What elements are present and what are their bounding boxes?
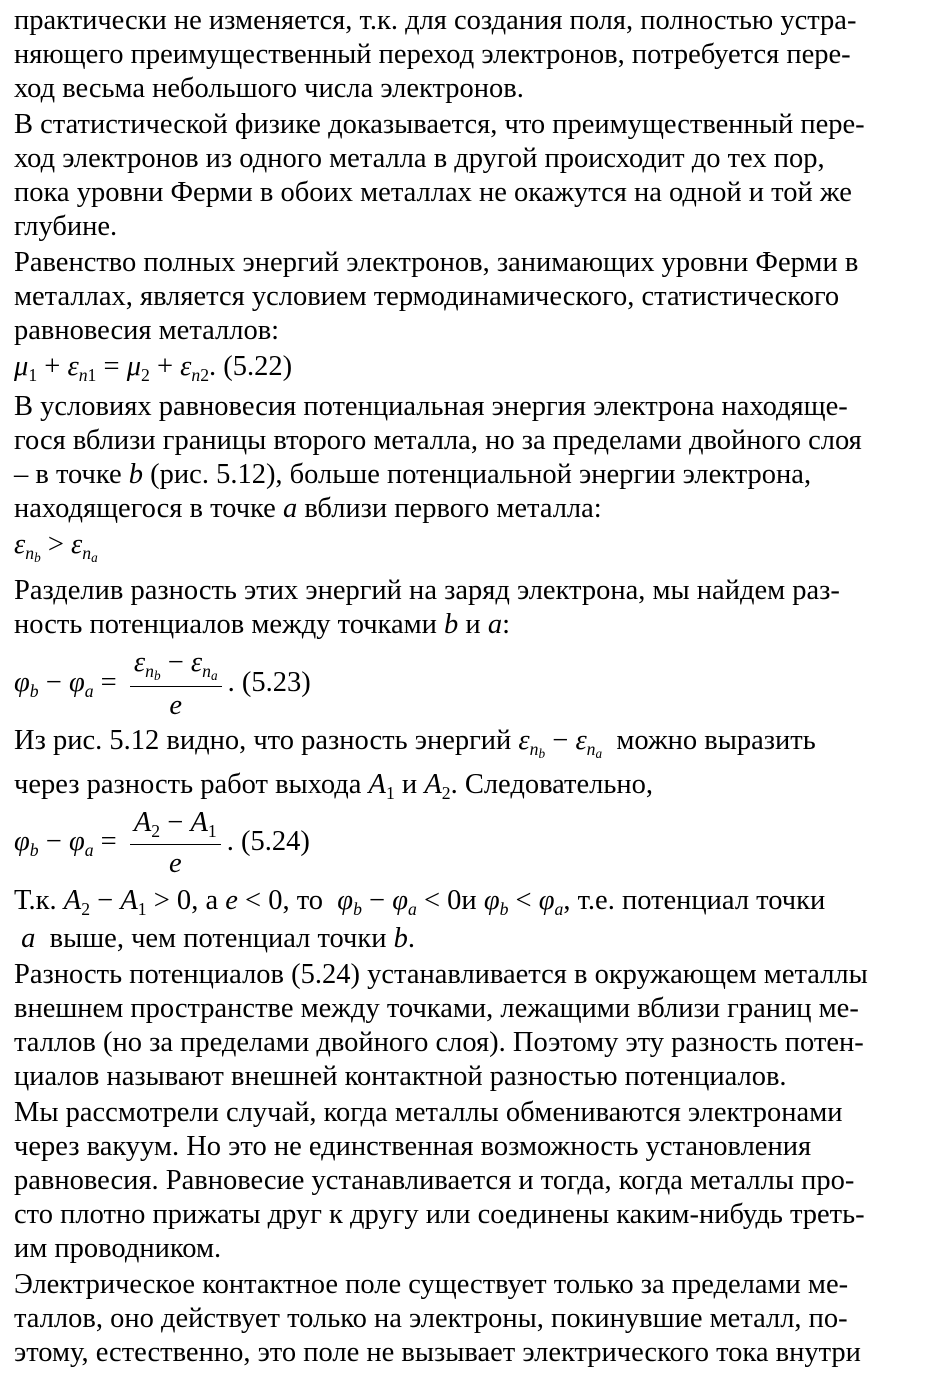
text-line: находящегося в точке a вблизи первого металла: — [14, 493, 602, 524]
text-line: Разделив разность этих энергий на заряд электрона, мы найдем раз- — [14, 575, 840, 606]
text-line: ность потенциалов между точками b и a: — [14, 609, 510, 640]
equation-5-23: $\varphi_b - \varphi_a$ = $\frac{\varepsilon_{nb} - \varepsilon_{na}}{e}$ . (5.23) — [14, 647, 311, 721]
text-line: глубине. — [14, 211, 118, 242]
text-line: таллов (но за пределами двойного слоя). Поэтому эту разность потен- — [14, 1027, 864, 1058]
text-line: ход весьма небольшого числа электронов. — [14, 73, 524, 104]
text-line: Т.к. $A_2 - A_1 > 0$, а e < 0, то $\varphi_b - \varphi_a < 0и$ $\varphi_b < \varphi_a$, т.е. потенциал точки — [14, 885, 826, 920]
text-line: В статистической физике доказывается, что преимущественный пере- — [14, 109, 865, 140]
text-line: практически не изменяется, т.к. для создания поля, полностью устра- — [14, 5, 857, 36]
text-line: через вакуум. Но это не единственная возможность установления — [14, 1131, 812, 1162]
text-line: Мы рассмотрели случай, когда металлы обмениваются электронами — [14, 1097, 843, 1128]
text-line: циалов называют внешней контактной разностью потенциалов. — [14, 1061, 787, 1092]
text-line: ход электронов из одного металла в другой происходит до тех пор, — [14, 143, 825, 174]
equation-5-24: $\varphi_b - \varphi_a$ = $\frac{A_2 - A_1}{e}$ . (5.24) — [14, 807, 310, 879]
text-line: гося вблизи границы второго металла, но за пределами двойного слоя — [14, 425, 862, 456]
text-line: Равенство полных энергий электронов, занимающих уровни Ферми в — [14, 247, 859, 278]
fraction: $\frac{\varepsilon_{nb} - \varepsilon_{na}}{e}$ — [130, 646, 222, 723]
equation-label: . (5.23) — [227, 667, 311, 699]
text-line: таллов, оно действует только на электроны, покинувшие металл, по- — [14, 1303, 848, 1334]
text-line: этому, естественно, это поле не вызывает электрического тока внутри — [14, 1337, 861, 1368]
inequality-energy: $\varepsilon_{nb} > \varepsilon_{na}$ — [14, 529, 98, 566]
text-line: – в точке b (рис. 5.12), больше потенциальной энергии электрона, — [14, 459, 812, 490]
text-line: В условиях равновесия потенциальная энергия электрона находяще- — [14, 391, 848, 422]
fraction: $\frac{A_2 - A_1}{e}$ — [130, 806, 221, 881]
text-line: Электрическое контактное поле существует только за пределами ме- — [14, 1269, 849, 1300]
text-line: внешнем пространстве между точками, лежащими вблизи границ ме- — [14, 993, 859, 1024]
text-line: Разность потенциалов (5.24) устанавливается в окружающем металлы — [14, 959, 868, 990]
text-line: через разность работ выхода $A_1$ и $A_2$. Следовательно, — [14, 769, 654, 804]
text-line: сто плотно прижаты друг к другу или соединены каким-нибудь треть- — [14, 1199, 865, 1230]
text-line: пока уровни Ферми в обоих металлах не окажутся на одной и той же — [14, 177, 852, 208]
text-line: няющего преимущественный переход электронов, потребуется пере- — [14, 39, 851, 70]
text-line: Из рис. 5.12 видно, что разность энергий $\varepsilon_{nb} - \varepsilon_{na}$ можно выразить — [14, 725, 816, 762]
equation-5-22: $\mu_1 + \varepsilon_{n1} = \mu_2 + \varepsilon_{n2}$. (5.22) — [14, 351, 293, 386]
text-line: a выше, чем потенциал точки b. — [21, 923, 415, 954]
text-line: равновесия. Равновесие устанавливается и тогда, когда металлы про- — [14, 1165, 855, 1196]
text-line: им проводником. — [14, 1233, 222, 1264]
text-line: металлах, является условием термодинамического, статистического — [14, 281, 840, 312]
text-line: равновесия металлов: — [14, 315, 280, 346]
equation-label: . (5.22) — [209, 351, 293, 382]
equation-label: . (5.24) — [226, 826, 310, 858]
